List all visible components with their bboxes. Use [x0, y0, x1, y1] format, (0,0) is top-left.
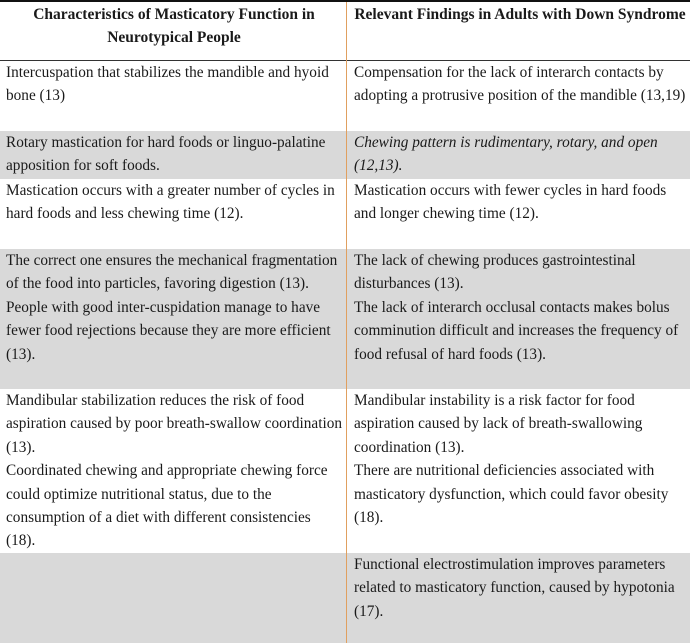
table-row	[0, 179, 690, 249]
cell-text: People with good inter-cuspidation manage to have fewer food rejections because they are more efficient (13).	[6, 296, 342, 366]
cell-left	[0, 131, 347, 179]
cell-text: The correct one ensures the mechanical fragmentation of the food into particles, favoring digestion (13).	[6, 249, 342, 296]
table-row	[0, 249, 690, 389]
cell-text: The lack of chewing produces gastrointestinal disturbances (13).	[354, 249, 686, 296]
cell-text: Mandibular stabilization reduces the risk of food aspiration caused by poor breath-swallow coordination (13).	[6, 389, 342, 459]
cell-right	[347, 179, 690, 249]
header-row	[0, 1, 690, 60]
cell-text: Compensation for the lack of interarch contacts by adopting a protrusive position of the mandible (13,19)	[354, 61, 686, 108]
table-row	[0, 553, 690, 643]
cell-text: Functional electrostimulation improves parameters related to masticatory function, caused by hypotonia (17).	[354, 553, 686, 623]
cell-right	[347, 131, 690, 179]
cell-right	[347, 389, 690, 553]
cell-text: Chewing pattern is rudimentary, rotary, and open (12,13).	[354, 131, 686, 178]
cell-right	[347, 249, 690, 389]
cell-text: Rotary mastication for hard foods or linguo-palatine apposition for soft foods.	[6, 131, 342, 178]
cell-left-empty	[0, 553, 347, 643]
cell-text: Mastication occurs with a greater number of cycles in hard foods and less chewing time (12).	[6, 179, 342, 226]
table-row	[0, 389, 690, 553]
cell-text: The lack of interarch occlusal contacts makes bolus comminution difficult and increases the frequency of food refusal of hard foods (13).	[354, 296, 686, 366]
cell-left	[0, 60, 347, 131]
header-neurotypical: Characteristics of Masticatory Function in Neurotypical People	[0, 1, 347, 60]
cell-text: Mastication occurs with fewer cycles in hard foods and longer chewing time (12).	[354, 179, 686, 226]
cell-right	[347, 553, 690, 643]
cell-text: Mandibular instability is a risk factor for food aspiration caused by lack of breath-swallowing coordination (13).	[354, 389, 686, 459]
cell-left	[0, 249, 347, 389]
table-row	[0, 60, 690, 131]
table-row	[0, 131, 690, 179]
header-down-syndrome: Relevant Findings in Adults with Down Syndrome	[347, 1, 690, 60]
cell-left	[0, 389, 347, 553]
cell-text: There are nutritional deficiencies associated with masticatory dysfunction, which could favor obesity (18).	[354, 459, 686, 529]
cell-left	[0, 179, 347, 249]
cell-right	[347, 60, 690, 131]
cell-text: Intercuspation that stabilizes the mandible and hyoid bone (13)	[6, 61, 342, 108]
cell-text: Coordinated chewing and appropriate chewing force could optimize nutritional status, due to the consumption of a diet with different consistencies (18).	[6, 459, 342, 553]
